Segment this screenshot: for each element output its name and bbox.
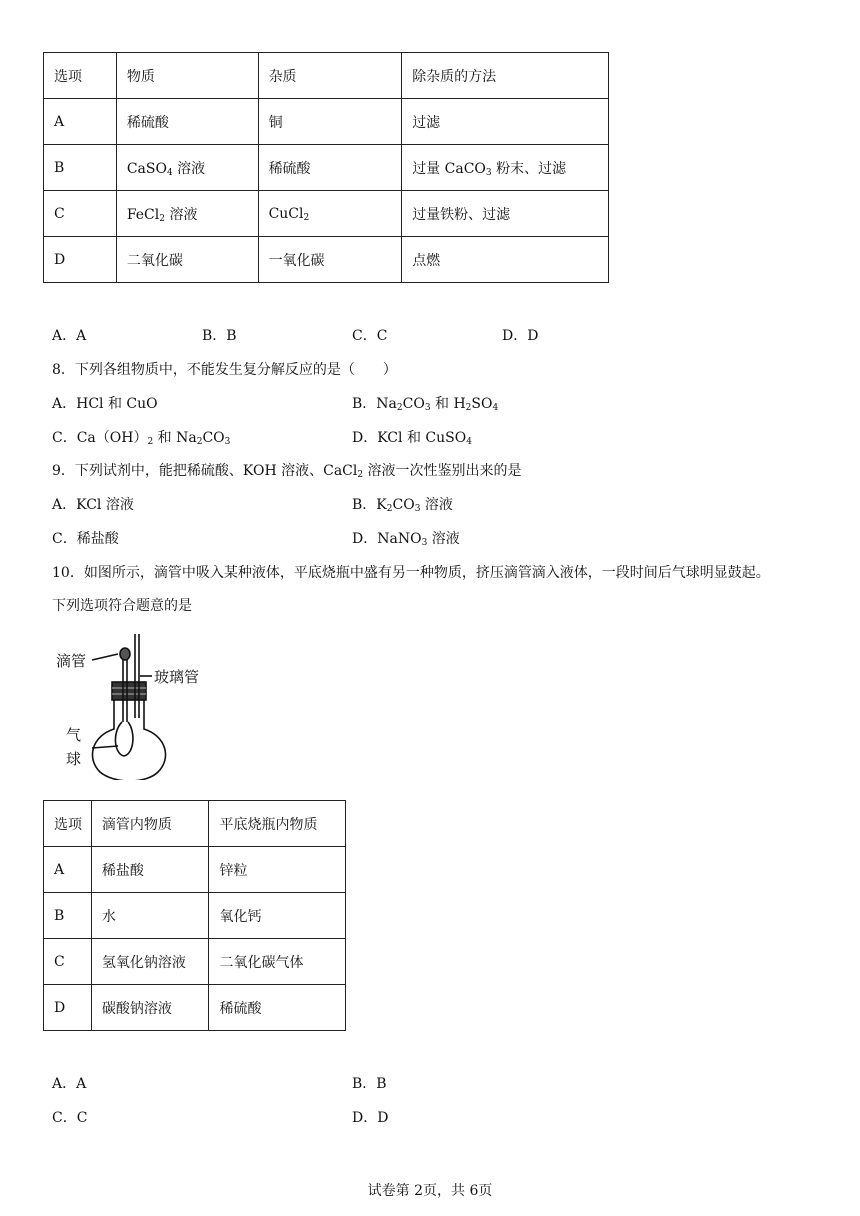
q9-option-c[interactable]: C．稀盐酸 [52,531,119,547]
balloon [115,722,133,756]
option-cell: A [44,847,92,893]
table-row [44,893,346,939]
table-row [44,939,346,985]
table-header-row [44,53,609,99]
glass-tube-label: 玻璃管 [154,668,200,686]
method-cell: 过量铁粉、过滤 [402,191,609,237]
table-header-cell: 选项 [44,801,92,847]
q10-option-d[interactable]: D．D [352,1110,389,1126]
balloon-label-2: 球 [66,750,82,768]
method-cell: 过量 CaCO$_3$ 粉末、过滤 [402,145,609,191]
substance-cell: CaSO$_4$ 溶液 [116,145,258,191]
q10-stem-line1: 10．如图所示，滴管中吸入某种液体，平底烧瓶中盛有另一种物质，挤压滴管滴入液体，一段时间后气球明显鼓起。 [52,565,770,581]
q7-option-d[interactable]: D．D [502,328,539,344]
rubber-stopper [112,682,146,700]
q8-stem: 8．下列各组物质中，不能发生复分解反应的是（ ） [52,362,397,378]
substance-cell: FeCl$_2$ 溶液 [116,191,258,237]
option-cell: B [44,145,117,191]
option-cell: B [44,893,92,939]
option-cell: D [44,237,117,283]
table-header-cell: 杂质 [258,53,402,99]
q9-option-d[interactable]: D．NaNO$_3$ 溶液 [352,531,460,548]
q10-option-a[interactable]: A．A [52,1076,87,1092]
dropper-label: 滴管 [56,652,87,670]
method-cell: 点燃 [402,237,609,283]
q9-option-b[interactable]: B．$K_2CO_3$ 溶液 [352,497,453,514]
option-cell: A [44,99,117,145]
table-row [44,237,609,283]
impurity-cell: 一氧化碳 [258,237,402,283]
balloon-label-1: 气 [66,726,82,744]
table-row [44,985,346,1031]
option-cell: C [44,191,117,237]
flask-substance-cell: 二氧化碳气体 [209,939,346,985]
q8-option-d[interactable]: D．KCl 和 CuSO$_4$ [352,430,472,447]
table-header-row [44,801,346,847]
table-row [44,191,609,237]
option-cell: C [44,939,92,985]
table-header-cell: 滴管内物质 [91,801,209,847]
q7-option-b[interactable]: B．B [202,328,237,344]
flask-reaction-table [43,800,346,1031]
option-cell: D [44,985,92,1031]
dropper-substance-cell: 氢氧化钠溶液 [91,939,209,985]
q8-option-c[interactable]: C．$Ca(OH)_2$ 和 $Na_2CO_3$ [52,430,231,447]
table-header-cell: 除杂质的方法 [402,53,609,99]
q9-stem: 9．下列试剂中，能把稀硫酸、KOH 溶液、CaCl$_2$ 溶液一次性鉴别出来的是 [52,463,522,480]
table-row [44,99,609,145]
impurity-cell: 铜 [258,99,402,145]
impurity-cell: CuCl$_2$ [258,191,402,237]
flask-bulb [92,720,165,780]
flask-substance-cell: 锌粒 [209,847,346,893]
dropper-substance-cell: 稀盐酸 [91,847,209,893]
q10-stem-line2: 下列选项符合题意的是 [52,598,192,614]
dropper-substance-cell: 碳酸钠溶液 [91,985,209,1031]
dropper-substance-cell: 水 [91,893,209,939]
q8-option-a[interactable]: A．HCl 和 CuO [52,396,158,412]
table-header-cell: 物质 [116,53,258,99]
q7-option-c[interactable]: C．C [352,328,388,344]
q9-option-a[interactable]: A．KCl 溶液 [52,497,134,513]
flask-apparatus-figure [52,632,222,780]
impurity-cell: 稀硫酸 [258,145,402,191]
q10-option-b[interactable]: B．B [352,1076,387,1092]
q8-option-b[interactable]: B．$Na_2CO_3$ 和 $H_2SO_4$ [352,396,499,413]
table-header-cell: 平底烧瓶内物质 [209,801,346,847]
flask-substance-cell: 稀硫酸 [209,985,346,1031]
substance-cell: 稀硫酸 [116,99,258,145]
page-footer: 试卷第 2页，共 6页 [367,1183,493,1199]
method-cell: 过滤 [402,99,609,145]
table-header-cell: 选项 [44,53,117,99]
table-row [44,145,609,191]
q10-option-c[interactable]: C．C [52,1110,88,1126]
table-row [44,847,346,893]
q7-option-a[interactable]: A．A [52,328,87,344]
substance-cell: 二氧化碳 [116,237,258,283]
impurity-removal-table [43,52,609,283]
flask-substance-cell: 氧化钙 [209,893,346,939]
